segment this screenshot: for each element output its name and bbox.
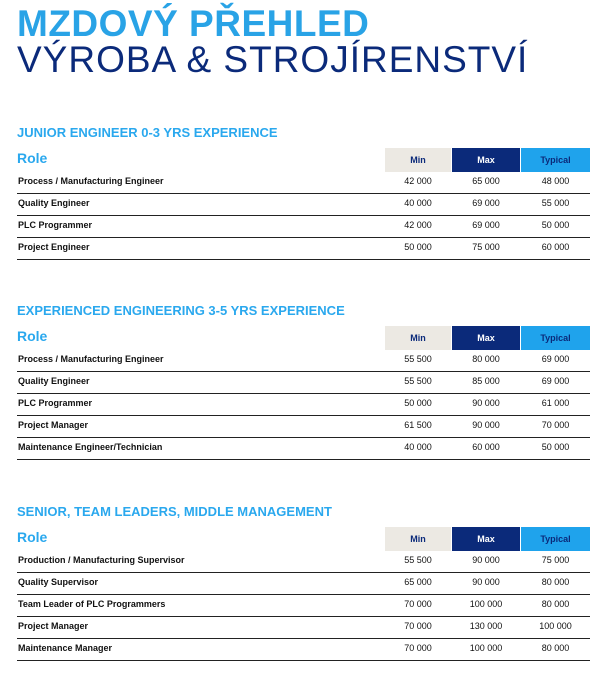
typical-cell: 80 000 [541,577,570,587]
salary-section-junior [17,124,590,260]
min-column-header: Min [385,326,451,350]
min-cell: 70 000 [404,599,432,609]
typical-cell: 55 000 [541,198,570,208]
max-cell: 60 000 [472,442,500,452]
typical-cell: 69 000 [541,354,570,364]
max-cell: 69 000 [472,220,500,230]
min-cell: 55 500 [404,354,432,364]
table-row [17,394,590,416]
table-row [17,238,590,260]
min-cell: 42 000 [404,220,432,230]
role-column-header: Role [17,150,48,166]
min-cell: 50 000 [404,398,432,408]
table-row [17,617,590,639]
role-cell: Project Engineer [18,242,90,252]
table-row [17,216,590,238]
role-cell: PLC Programmer [18,220,93,230]
table-body [17,172,590,260]
typical-cell: 48 000 [541,176,570,186]
typical-cell: 100 000 [539,621,572,631]
max-cell: 90 000 [472,577,500,587]
typical-cell: 60 000 [541,242,570,252]
role-cell: Project Manager [18,420,89,430]
typical-cell: 69 000 [541,376,570,386]
typical-cell: 75 000 [541,555,570,565]
table-header [17,326,590,350]
typical-cell: 61 000 [541,398,570,408]
table-row [17,194,590,216]
max-cell: 90 000 [472,555,500,565]
min-cell: 70 000 [404,643,432,653]
min-cell: 40 000 [404,198,432,208]
page-subtitle: VÝROBA & STROJÍRENSTVÍ [17,39,529,80]
role-cell: Maintenance Manager [18,643,113,653]
page-title: MZDOVÝ PŘEHLED [17,3,370,44]
min-column-header: Min [385,527,451,551]
table-row [17,639,590,661]
salary-section-experienced [17,302,590,460]
table-row [17,595,590,617]
table-row [17,573,590,595]
typical-column-header: Typical [521,326,590,350]
table-body [17,350,590,460]
max-cell: 75 000 [472,242,500,252]
table-row [17,551,590,573]
section-title: JUNIOR ENGINEER 0-3 YRS EXPERIENCE [17,125,278,140]
table-header [17,148,590,172]
table-row [17,350,590,372]
max-column-header: Max [452,148,520,172]
role-cell: Production / Manufacturing Supervisor [18,555,185,565]
min-cell: 65 000 [404,577,432,587]
typical-column-header: Typical [521,148,590,172]
max-cell: 69 000 [472,198,500,208]
section-title: SENIOR, TEAM LEADERS, MIDDLE MANAGEMENT [17,504,332,519]
role-cell: Team Leader of PLC Programmers [18,599,166,609]
table-header [17,527,590,551]
role-column-header: Role [17,529,48,545]
max-cell: 65 000 [472,176,500,186]
table-row [17,438,590,460]
typical-cell: 80 000 [541,643,570,653]
section-title: EXPERIENCED ENGINEERING 3-5 YRS EXPERIENCE [17,303,345,318]
typical-cell: 70 000 [541,420,570,430]
role-cell: Quality Engineer [18,376,90,386]
max-column-header: Max [452,527,520,551]
table-body [17,551,590,661]
max-cell: 90 000 [472,420,500,430]
role-cell: Process / Manufacturing Engineer [18,354,164,364]
min-cell: 55 500 [404,555,432,565]
min-cell: 55 500 [404,376,432,386]
min-cell: 61 500 [404,420,432,430]
max-cell: 90 000 [472,398,500,408]
typical-cell: 50 000 [541,442,570,452]
role-cell: PLC Programmer [18,398,93,408]
role-cell: Quality Engineer [18,198,90,208]
table-row [17,372,590,394]
salary-section-senior [17,503,590,661]
min-column-header: Min [385,148,451,172]
table-row [17,416,590,438]
max-cell: 100 000 [469,599,503,609]
role-cell: Quality Supervisor [18,577,99,587]
max-cell: 80 000 [472,354,500,364]
role-cell: Process / Manufacturing Engineer [18,176,164,186]
min-cell: 40 000 [404,442,432,452]
max-column-header: Max [452,326,520,350]
typical-cell: 50 000 [541,220,570,230]
max-cell: 85 000 [472,376,500,386]
min-cell: 70 000 [404,621,432,631]
role-cell: Project Manager [18,621,89,631]
role-cell: Maintenance Engineer/Technician [18,442,163,452]
typical-column-header: Typical [521,527,590,551]
max-cell: 100 000 [469,643,503,653]
typical-cell: 80 000 [541,599,570,609]
max-cell: 130 000 [469,621,503,631]
table-row [17,172,590,194]
role-column-header: Role [17,328,48,344]
min-cell: 42 000 [404,176,432,186]
min-cell: 50 000 [404,242,432,252]
